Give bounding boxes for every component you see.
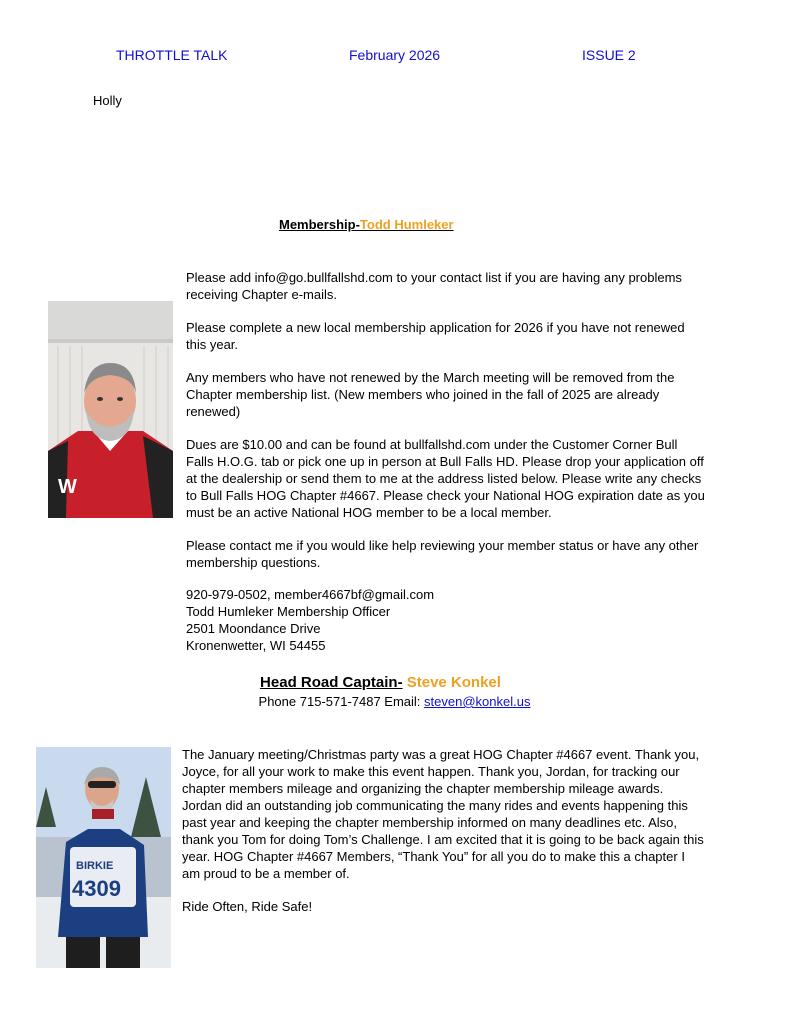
road-captain-name: Steve Konkel [406,674,501,691]
membership-heading [279,217,454,232]
road-captain-phone: Phone 715-571-7487 Email: [258,694,425,709]
svg-text:W: W [58,476,77,498]
bib-label: BIRKIE [76,860,114,872]
road-captain-heading [0,674,791,691]
road-captain-signoff: Ride Often, Ride Safe! [182,899,313,914]
road-captain-title: Head Road Captain- [260,674,403,691]
membership-contact-block [186,586,706,654]
membership-paragraph-1: Please add info@go.bullfallshd.com to your contact list if you are having any problems receiving Chapter e-mails. [186,270,682,302]
road-captain-contact [0,694,791,709]
officer-photo-todd [48,301,173,518]
newsletter-date: February 2026 [349,47,441,63]
newsletter-title: THROTTLE TALK [116,47,228,63]
bib-number: 4309 [72,876,121,901]
membership-paragraph-3: Any members who have not renewed by the March meeting will be removed from the Chapter membership list. (New members who joined in the fall of 2025 are already renewed) [186,370,675,419]
membership-paragraph-4: Dues are $10.00 and can be found at bullfallshd.com under the Customer Corner Bull Falls H.O.G. tab or pick one up in person at Bull Falls HD. Please drop your application off at the dealership or send them to me at the address listed below. Please write any checks to Bull Falls HOG Chapter #4667. Please check your National HOG expiration date as you must be an active National HOG member to be a local member. [186,437,705,520]
contact-phone-email: 920-979-0502, member4667bf@gmail.com [186,587,435,602]
road-captain-paragraph: The January meeting/Christmas party was a great HOG Chapter #4667 event. Thank you, Joyce, for all your work to make this event happen. Thank you, Jordan, for tracking our chapter members mileage and organizing the chapter membership mileage awards. Jordan did an outstanding job communicating the many rides and events happening this past year and keeping the chapter membership informed on many deadlines etc. Also, thank you Tom for doing Tom’s Challenge. I am excited that it is going to be back again this year. HOG Chapter #4667 Members, “Thank You” for all you do to make this a chapter I am proud to be a member of. [182,747,704,881]
newsletter-issue: ISSUE 2 [582,47,636,63]
contact-name-title: Todd Humleker Membership Officer [186,604,391,619]
contact-city: Kronenwetter, WI 54455 [186,638,326,653]
membership-paragraph-2: Please complete a new local membership application for 2026 if you have not renewed this year. [186,320,685,352]
membership-officer-name: Todd Humleker [359,217,454,232]
contact-street: 2501 Moondance Drive [186,621,321,636]
portrait-image [48,301,173,518]
intro-name: Holly [93,93,122,108]
membership-paragraph-5: Please contact me if you would like help reviewing your member status or have any other membership questions. [186,538,699,570]
officer-photo-steve [36,747,171,968]
membership-title: Membership- [279,217,360,232]
road-captain-email-link[interactable]: steven@konkel.us [424,694,531,709]
race-photo-image [36,747,171,968]
